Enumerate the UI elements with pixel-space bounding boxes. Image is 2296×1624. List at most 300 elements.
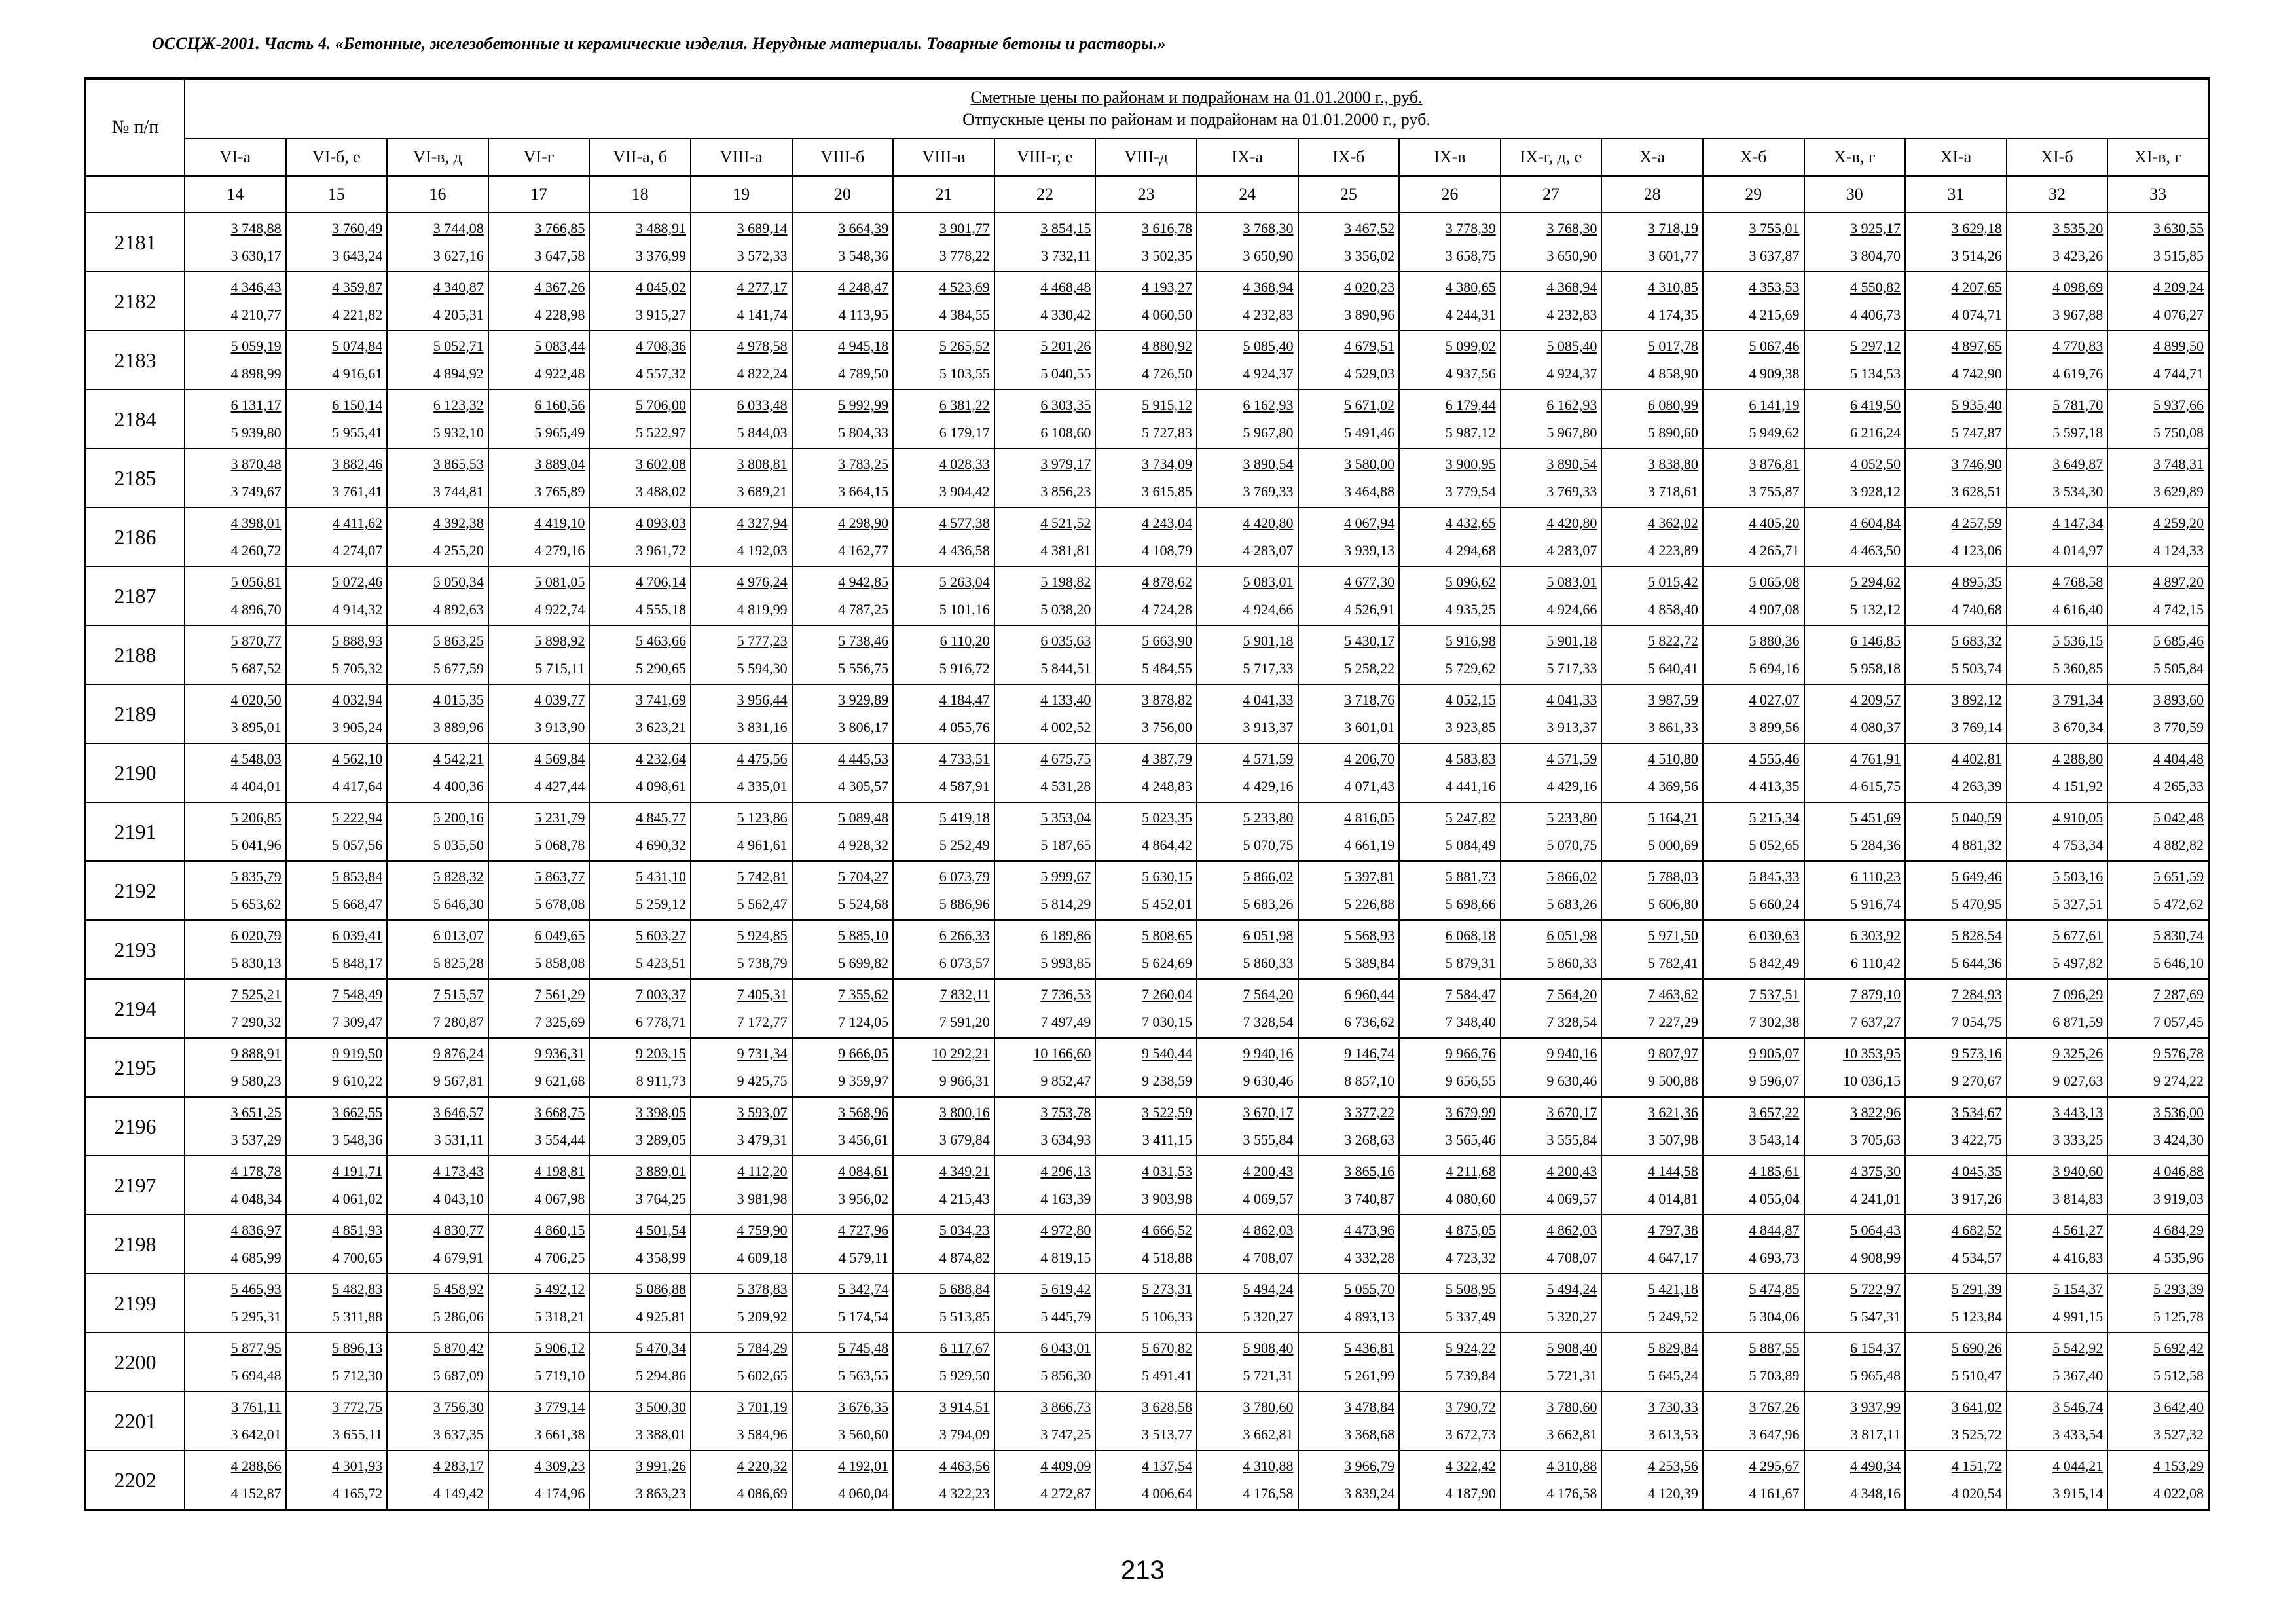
estimate-price-wrap: [1704, 1162, 1804, 1181]
release-price: 4 922,48: [534, 365, 585, 382]
estimate-price: 5 670,82: [1141, 1340, 1192, 1356]
estimate-price: 4 041,33: [1546, 692, 1597, 708]
release-price: 4 922,74: [534, 601, 585, 618]
estimate-price-wrap: [894, 1044, 994, 1063]
price-cell: [691, 861, 792, 920]
table-row: [85, 684, 2209, 743]
estimate-price: 9 905,07: [1749, 1045, 1800, 1061]
estimate-price: 5 692,42: [2153, 1340, 2204, 1356]
estimate-price: 4 200,43: [1243, 1163, 1294, 1179]
release-price: 5 423,51: [635, 955, 686, 971]
estimate-price: 4 046,88: [2153, 1163, 2204, 1179]
price-cell: [185, 1156, 286, 1215]
price-cell: [691, 802, 792, 861]
estimate-price-wrap: [995, 985, 1095, 1005]
estimate-price: 5 470,34: [635, 1340, 686, 1356]
estimate-price: 5 887,55: [1749, 1340, 1800, 1356]
estimate-price: 5 619,42: [1040, 1281, 1091, 1297]
price-cell: [387, 1156, 488, 1215]
price-cell: [1095, 390, 1197, 449]
release-price: 3 839,24: [1344, 1485, 1395, 1502]
release-price: 4 014,81: [1647, 1190, 1698, 1207]
release-price: 3 650,90: [1243, 248, 1294, 264]
price-cell: [589, 1392, 691, 1450]
price-cell: [893, 1215, 994, 1274]
estimate-price: 4 402,81: [1951, 750, 2002, 767]
release-price: 5 699,82: [838, 955, 889, 971]
price-cell: [387, 507, 488, 566]
estimate-price-wrap: [1501, 1221, 1601, 1240]
estimate-price-wrap: [2108, 396, 2208, 415]
price-cell: [286, 1156, 388, 1215]
release-price: 4 417,64: [332, 778, 383, 794]
estimate-price-wrap: [1805, 1397, 1905, 1417]
estimate-price: 4 816,05: [1344, 809, 1395, 826]
release-price: 5 295,31: [230, 1308, 282, 1325]
price-cell: [286, 1097, 388, 1156]
release-price: 3 534,30: [2052, 483, 2104, 500]
region-header: X-б: [1703, 138, 1804, 176]
estimate-price-wrap: [590, 454, 690, 474]
region-header: XI-в, г: [2107, 138, 2209, 176]
estimate-price: 4 836,97: [230, 1222, 282, 1238]
price-cell: [1095, 1392, 1197, 1450]
price-cell: [387, 331, 488, 390]
estimate-price: 4 322,42: [1445, 1458, 1496, 1474]
estimate-price-wrap: [2108, 1044, 2208, 1063]
estimate-price: 5 419,18: [939, 809, 990, 826]
estimate-price-wrap: [2108, 454, 2208, 474]
estimate-price-wrap: [2007, 1397, 2107, 1417]
release-price: 3 770,59: [2153, 719, 2204, 735]
release-price: 6 736,62: [1344, 1014, 1395, 1030]
estimate-price-wrap: [489, 1044, 589, 1063]
estimate-price-wrap: [1299, 749, 1399, 769]
estimate-price: 3 865,16: [1344, 1163, 1395, 1179]
release-price: 3 613,53: [1647, 1426, 1698, 1443]
price-cell: [488, 449, 590, 507]
estimate-price: 5 291,39: [1951, 1281, 2002, 1297]
estimate-price: 4 562,10: [332, 750, 383, 767]
release-price: 3 740,87: [1344, 1190, 1395, 1207]
estimate-price: 3 780,60: [1243, 1399, 1294, 1415]
estimate-price-wrap: [1096, 454, 1196, 474]
estimate-price-wrap: [995, 926, 1095, 946]
release-price: 3 917,26: [1951, 1190, 2002, 1207]
estimate-price-wrap: [894, 454, 994, 474]
estimate-price: 5 233,80: [1546, 809, 1597, 826]
estimate-price: 6 381,22: [939, 397, 990, 413]
estimate-price-wrap: [691, 867, 792, 887]
price-cell: [792, 1215, 894, 1274]
release-price: 4 060,04: [838, 1485, 889, 1502]
release-price: 4 436,58: [939, 542, 990, 559]
release-price: 5 750,08: [2153, 424, 2204, 441]
price-cell: [286, 272, 388, 331]
estimate-price: 5 074,84: [332, 338, 383, 354]
price-cell: [691, 1156, 792, 1215]
release-price: 3 555,84: [1243, 1132, 1294, 1148]
estimate-price: 5 863,77: [534, 868, 585, 885]
estimate-price: 6 035,63: [1040, 633, 1091, 649]
estimate-price: 4 895,35: [1951, 574, 2002, 590]
estimate-price: 5 828,54: [1951, 927, 2002, 944]
estimate-price-wrap: [185, 513, 285, 533]
estimate-price: 4 295,67: [1749, 1458, 1800, 1474]
estimate-price: 3 649,87: [2052, 456, 2104, 472]
estimate-price-wrap: [590, 219, 690, 238]
estimate-price-wrap: [1805, 1280, 1905, 1299]
release-price: 4 858,40: [1647, 601, 1698, 618]
estimate-price: 4 759,90: [737, 1222, 788, 1238]
estimate-price-wrap: [287, 808, 387, 828]
release-price: 4 935,25: [1445, 601, 1496, 618]
price-cell: [488, 507, 590, 566]
price-cell: [691, 625, 792, 684]
estimate-price: 4 684,29: [2153, 1222, 2204, 1238]
estimate-price: 4 432,65: [1445, 515, 1496, 531]
region-header: VI-г: [488, 138, 590, 176]
estimate-price-wrap: [2108, 337, 2208, 356]
estimate-price-wrap: [1299, 808, 1399, 828]
price-cell: [1095, 979, 1197, 1038]
price-cell: [1703, 390, 1804, 449]
price-cell: [589, 566, 691, 625]
estimate-price: 3 890,54: [1243, 456, 1294, 472]
column-number: 31: [1905, 176, 2007, 213]
release-price: 4 348,16: [1850, 1485, 1901, 1502]
estimate-price: 4 153,29: [2153, 1458, 2204, 1474]
price-cell: [2107, 331, 2209, 390]
row-number: 2194: [85, 979, 185, 1038]
estimate-price-wrap: [1805, 808, 1905, 828]
price-cell: [2107, 1038, 2209, 1097]
release-price: 4 187,90: [1445, 1485, 1496, 1502]
price-cell: [1703, 684, 1804, 743]
row-number: 2200: [85, 1333, 185, 1392]
price-cell: [994, 802, 1096, 861]
release-price: 3 863,23: [635, 1485, 686, 1502]
release-price: 3 928,12: [1850, 483, 1901, 500]
estimate-price-wrap: [1602, 926, 1702, 946]
price-cell: [1399, 1450, 1501, 1510]
estimate-price: 3 854,15: [1040, 220, 1091, 236]
estimate-price: 5 463,66: [635, 633, 686, 649]
estimate-price-wrap: [185, 926, 285, 946]
estimate-price: 4 137,54: [1141, 1458, 1192, 1474]
release-price: 5 993,85: [1040, 955, 1091, 971]
release-price: 4 274,07: [332, 542, 383, 559]
release-price: 3 662,81: [1546, 1426, 1597, 1443]
price-cell: [589, 1038, 691, 1097]
estimate-price-wrap: [489, 749, 589, 769]
table-row: [85, 743, 2209, 802]
price-cell: [1804, 1156, 1906, 1215]
estimate-price-wrap: [2108, 572, 2208, 592]
estimate-price-wrap: [1602, 1456, 1702, 1476]
estimate-price-wrap: [1805, 631, 1905, 651]
price-cell: [2107, 920, 2209, 979]
column-number: 22: [994, 176, 1096, 213]
price-cell: [1905, 566, 2007, 625]
release-price: 7 054,75: [1951, 1014, 2002, 1030]
price-cell: [792, 507, 894, 566]
estimate-price: 4 942,85: [838, 574, 889, 590]
price-cell: [2107, 1392, 2209, 1450]
estimate-price: 4 207,65: [1951, 279, 2002, 295]
price-cell: [1703, 213, 1804, 272]
release-price: 7 227,29: [1647, 1014, 1698, 1030]
estimate-price: 4 555,46: [1749, 750, 1800, 767]
estimate-price: 4 045,35: [1951, 1163, 2002, 1179]
release-price: 4 043,10: [433, 1190, 484, 1207]
estimate-price-wrap: [388, 278, 488, 297]
price-cell: [2107, 1274, 2209, 1333]
estimate-price-wrap: [1400, 631, 1500, 651]
estimate-price-wrap: [185, 1280, 285, 1299]
release-price: 5 848,17: [332, 955, 383, 971]
estimate-price-wrap: [1096, 572, 1196, 592]
estimate-price-wrap: [793, 1103, 893, 1122]
release-price: 5 860,33: [1546, 955, 1597, 971]
price-cell: [286, 625, 388, 684]
estimate-price-wrap: [691, 572, 792, 592]
estimate-price: 3 767,26: [1749, 1399, 1800, 1415]
price-cell: [792, 1156, 894, 1215]
price-cell: [185, 802, 286, 861]
release-price: 3 629,89: [2153, 483, 2204, 500]
estimate-price: 5 222,94: [332, 809, 383, 826]
price-cell: [1703, 625, 1804, 684]
estimate-price-wrap: [1400, 690, 1500, 710]
estimate-price-wrap: [793, 1221, 893, 1240]
release-price: 4 893,13: [1344, 1308, 1395, 1325]
column-number: 15: [286, 176, 388, 213]
price-cell: [2107, 449, 2209, 507]
price-cell: [1703, 861, 1804, 920]
release-price: 7 637,27: [1850, 1014, 1901, 1030]
estimate-price-wrap: [489, 1162, 589, 1181]
estimate-price: 4 198,81: [534, 1163, 585, 1179]
price-cell: [1095, 331, 1197, 390]
estimate-price-wrap: [1400, 396, 1500, 415]
price-cell: [2107, 566, 2209, 625]
release-price: 5 360,85: [2052, 660, 2104, 676]
estimate-price-wrap: [894, 1397, 994, 1417]
estimate-price-wrap: [1400, 1397, 1500, 1417]
price-cell: [185, 1097, 286, 1156]
estimate-price: 5 017,78: [1647, 338, 1698, 354]
region-header: IX-г, д, е: [1501, 138, 1602, 176]
price-cell: [1804, 213, 1906, 272]
row-number: 2190: [85, 743, 185, 802]
price-cell: [1197, 272, 1298, 331]
estimate-price: 4 445,53: [838, 750, 889, 767]
price-cell: [792, 449, 894, 507]
release-price: 9 238,59: [1141, 1073, 1192, 1089]
release-price: 5 445,79: [1040, 1308, 1091, 1325]
estimate-price-wrap: [1096, 1456, 1196, 1476]
release-price: 4 162,77: [838, 542, 889, 559]
row-number: 2192: [85, 861, 185, 920]
release-price: 4 679,91: [433, 1249, 484, 1266]
release-price: 3 464,88: [1344, 483, 1395, 500]
estimate-price: 9 936,31: [534, 1045, 585, 1061]
region-header: VII-а, б: [589, 138, 691, 176]
estimate-price: 5 293,39: [2153, 1281, 2204, 1297]
estimate-price: 5 781,70: [2052, 397, 2104, 413]
estimate-price-wrap: [793, 1338, 893, 1358]
estimate-price-wrap: [1906, 985, 2006, 1005]
estimate-price: 4 232,64: [635, 750, 686, 767]
release-price: 3 779,54: [1445, 483, 1496, 500]
release-price: 5 041,96: [230, 837, 282, 853]
estimate-price: 5 052,71: [433, 338, 484, 354]
price-cell: [792, 272, 894, 331]
price-cell: [1095, 802, 1197, 861]
estimate-price-wrap: [1096, 749, 1196, 769]
estimate-price-wrap: [1805, 749, 1905, 769]
release-price: 4 529,03: [1344, 365, 1395, 382]
estimate-price: 3 756,30: [433, 1399, 484, 1415]
release-price: 4 892,63: [433, 601, 484, 618]
estimate-price-wrap: [1602, 1280, 1702, 1299]
price-cell: [589, 1274, 691, 1333]
estimate-price-wrap: [894, 749, 994, 769]
estimate-price: 5 896,13: [332, 1340, 383, 1356]
price-cell: [589, 1215, 691, 1274]
estimate-price: 3 914,51: [939, 1399, 990, 1415]
release-price: 3 572,33: [737, 248, 788, 264]
estimate-price-wrap: [691, 631, 792, 651]
estimate-price-wrap: [1400, 1044, 1500, 1063]
release-price: 5 804,33: [838, 424, 889, 441]
estimate-price-wrap: [1805, 1162, 1905, 1181]
estimate-price-wrap: [1400, 1162, 1500, 1181]
release-price: 3 747,25: [1040, 1426, 1091, 1443]
estimate-price: 3 377,22: [1344, 1104, 1395, 1120]
estimate-price: 9 940,16: [1243, 1045, 1294, 1061]
release-price: 7 325,69: [534, 1014, 585, 1030]
estimate-price-wrap: [1906, 396, 2006, 415]
release-price: 4 381,81: [1040, 542, 1091, 559]
price-cell: [1804, 1097, 1906, 1156]
price-cell: [1298, 1156, 1400, 1215]
price-cell: [1804, 566, 1906, 625]
estimate-price-wrap: [793, 690, 893, 710]
release-price: 4 700,65: [332, 1249, 383, 1266]
price-cell: [1197, 1215, 1298, 1274]
estimate-price: 3 925,17: [1850, 220, 1901, 236]
estimate-price-wrap: [1096, 1397, 1196, 1417]
estimate-price: 4 411,62: [333, 515, 383, 531]
estimate-price-wrap: [793, 396, 893, 415]
release-price: 4 232,83: [1243, 306, 1294, 323]
price-cell: [1501, 625, 1602, 684]
estimate-price-wrap: [1501, 985, 1601, 1005]
estimate-price: 4 015,35: [433, 692, 484, 708]
release-price: 5 318,21: [534, 1308, 585, 1325]
row-number: 2195: [85, 1038, 185, 1097]
release-price: 4 518,88: [1141, 1249, 1192, 1266]
table-body: [85, 213, 2209, 1510]
column-number: 19: [691, 176, 792, 213]
price-cell: [286, 507, 388, 566]
release-price: 5 337,49: [1445, 1308, 1496, 1325]
release-price: 3 423,26: [2052, 248, 2104, 264]
estimate-price-wrap: [2108, 631, 2208, 651]
release-price: 5 320,27: [1546, 1308, 1597, 1325]
price-cell: [994, 449, 1096, 507]
estimate-price-wrap: [590, 1221, 690, 1240]
price-cell: [1804, 390, 1906, 449]
release-price: 5 965,48: [1850, 1367, 1901, 1384]
estimate-price: 4 706,14: [635, 574, 686, 590]
estimate-price-wrap: [287, 337, 387, 356]
release-price: 4 210,77: [230, 306, 282, 323]
estimate-price: 3 734,09: [1141, 456, 1192, 472]
release-price: 4 616,40: [2052, 601, 2104, 618]
estimate-price: 4 368,94: [1243, 279, 1294, 295]
estimate-price: 5 880,36: [1749, 633, 1800, 649]
release-price: 4 708,07: [1243, 1249, 1294, 1266]
price-cell: [1905, 1156, 2007, 1215]
release-price: 4 232,83: [1546, 306, 1597, 323]
table-row: [85, 507, 2209, 566]
estimate-price-wrap: [691, 1280, 792, 1299]
price-cell: [691, 507, 792, 566]
release-price: 3 411,15: [1142, 1132, 1192, 1148]
estimate-price: 3 760,49: [332, 220, 383, 236]
table-row: [85, 331, 2209, 390]
estimate-price-wrap: [388, 1338, 488, 1358]
price-cell: [1703, 1215, 1804, 1274]
release-price: 5 703,89: [1749, 1367, 1800, 1384]
price-cell: [488, 566, 590, 625]
estimate-price: 6 303,92: [1850, 927, 1901, 944]
estimate-price: 6 123,32: [433, 397, 484, 413]
estimate-price-wrap: [894, 926, 994, 946]
price-cell: [893, 390, 994, 449]
estimate-price: 5 808,65: [1141, 927, 1192, 944]
price-cell: [1095, 625, 1197, 684]
estimate-price-wrap: [995, 690, 1095, 710]
release-price: 4 060,50: [1141, 306, 1192, 323]
estimate-price: 7 287,69: [2153, 986, 2204, 1003]
price-cell: [1501, 1097, 1602, 1156]
price-cell: [1601, 1450, 1703, 1510]
estimate-price: 4 367,26: [534, 279, 585, 295]
estimate-price: 3 878,82: [1141, 692, 1192, 708]
release-price: 5 719,10: [534, 1367, 585, 1384]
estimate-price: 4 346,43: [230, 279, 282, 295]
estimate-price: 7 463,62: [1647, 986, 1698, 1003]
estimate-price: 5 458,92: [433, 1281, 484, 1297]
title-row: [85, 79, 2209, 138]
price-cell: [893, 743, 994, 802]
price-cell: [893, 920, 994, 979]
estimate-price-wrap: [1602, 219, 1702, 238]
release-price: 5 705,32: [332, 660, 383, 676]
estimate-price: 5 503,16: [2052, 868, 2104, 885]
release-price: 4 858,90: [1647, 365, 1698, 382]
estimate-price-wrap: [1299, 690, 1399, 710]
estimate-price-wrap: [1299, 1103, 1399, 1122]
estimate-price: 5 015,42: [1647, 574, 1698, 590]
estimate-price-wrap: [590, 867, 690, 887]
release-price: 5 949,62: [1749, 424, 1800, 441]
estimate-price-wrap: [1501, 1338, 1601, 1358]
